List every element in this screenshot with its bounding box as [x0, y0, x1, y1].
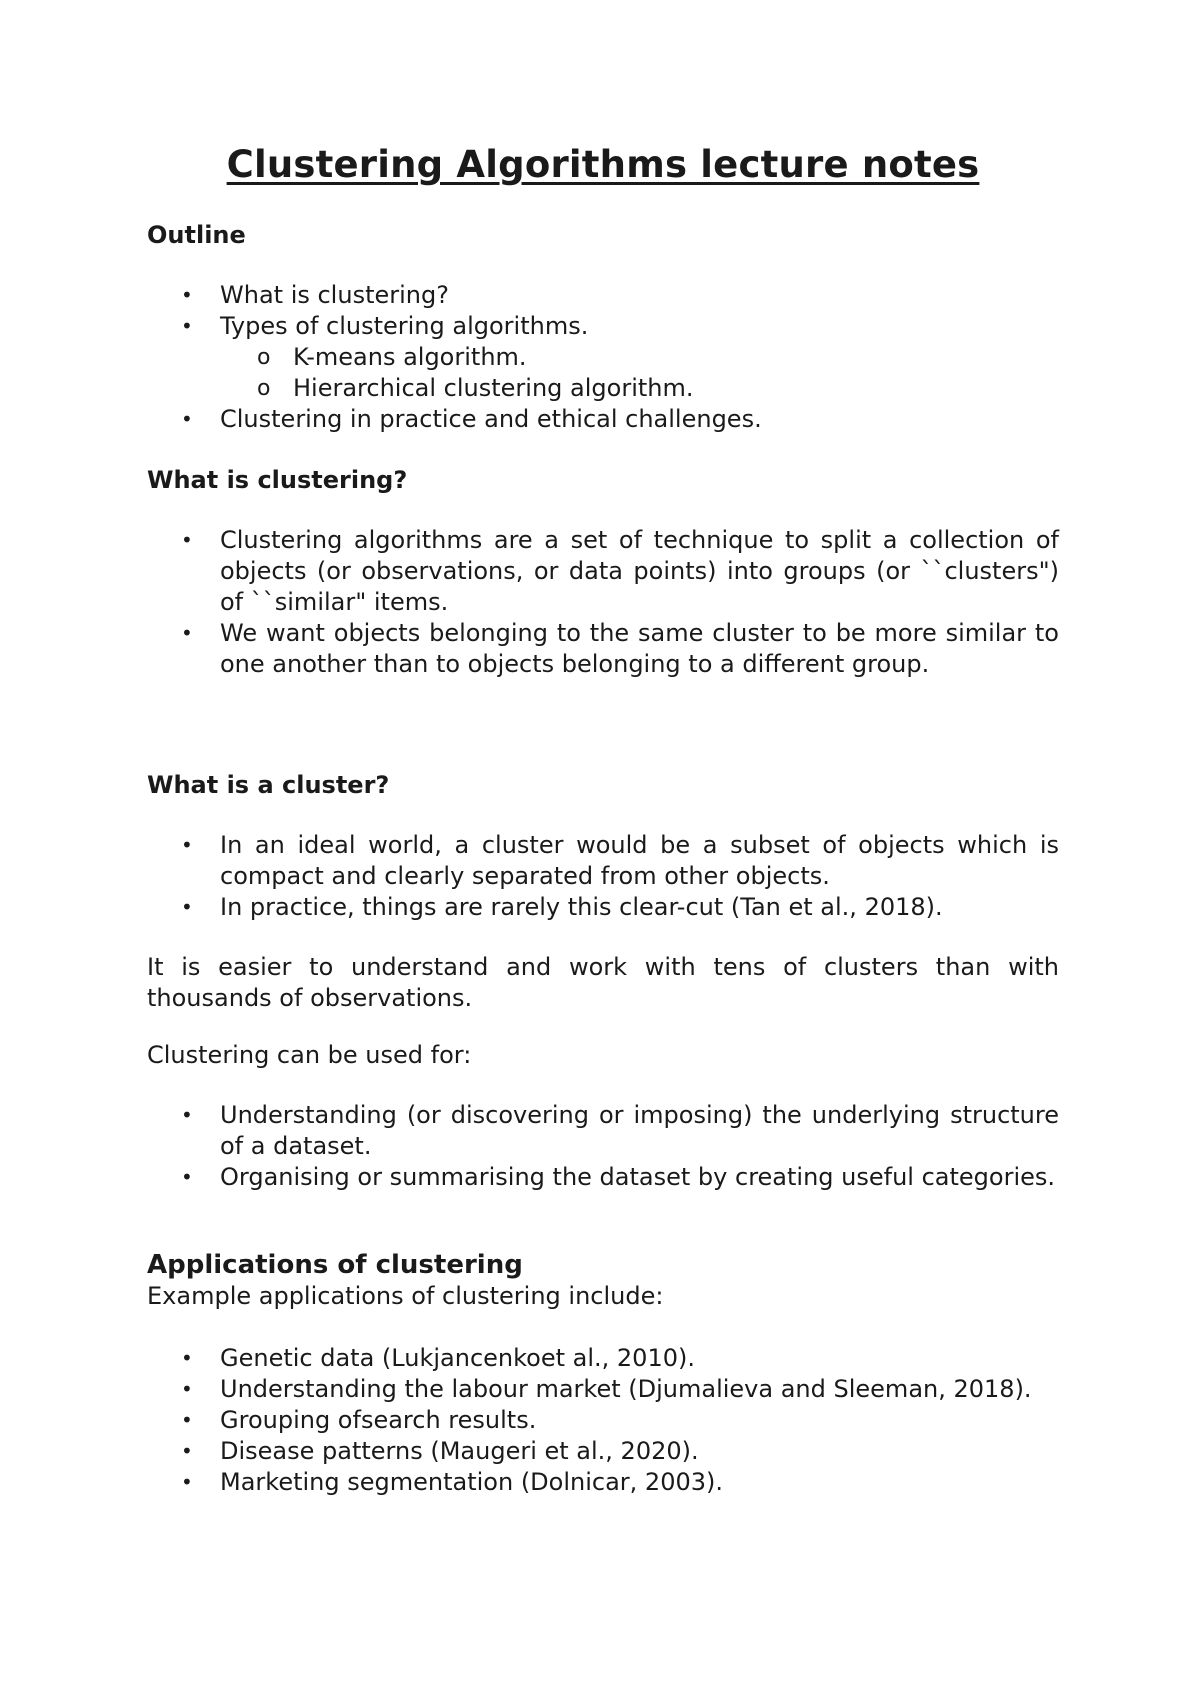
- outline-list-continued: [147, 404, 1059, 435]
- list-item: o Hierarchical clustering algorithm.: [257, 374, 694, 402]
- paragraph: It is easier to understand and work with tens of clusters than with thousands of observations.: [147, 953, 1059, 1012]
- outline-sublist: [147, 342, 1059, 404]
- outline-heading: Outline: [147, 221, 246, 249]
- list-item: • Types of clustering algorithms.: [181, 312, 589, 340]
- bullet-icon: •: [181, 1103, 193, 1127]
- list-item: • Grouping ofsearch results.: [181, 1406, 537, 1434]
- bullet-icon: •: [181, 621, 193, 645]
- list-item: • What is clustering?: [181, 281, 449, 309]
- what-is-a-cluster-list: [147, 830, 1059, 923]
- circle-bullet-icon: o: [257, 376, 271, 401]
- bullet-icon: •: [181, 1377, 193, 1401]
- list-item: • Understanding the labour market (Djumalieva and Sleeman, 2018).: [181, 1375, 1032, 1403]
- list-item: • Genetic data (Lukjancenkoet al., 2010).: [181, 1344, 695, 1372]
- list-item: • Clustering in practice and ethical challenges.: [181, 405, 762, 433]
- applications-intro: Example applications of clustering include:: [147, 1282, 664, 1310]
- bullet-icon: •: [181, 1408, 193, 1432]
- bullet-icon: •: [181, 833, 193, 857]
- what-is-clustering-section: [147, 465, 1059, 496]
- what-is-clustering-list: [147, 525, 1059, 680]
- uses-list: [147, 1100, 1059, 1193]
- bullet-icon: •: [181, 1346, 193, 1370]
- list-item: • Marketing segmentation (Dolnicar, 2003).: [181, 1468, 723, 1496]
- section-heading: Applications of clustering: [147, 1250, 523, 1280]
- bullet-icon: •: [181, 1470, 193, 1494]
- what-is-a-cluster-section: [147, 770, 1059, 801]
- bullet-icon: •: [181, 407, 193, 431]
- outline-list-block: [147, 280, 1059, 435]
- outline-section: [147, 220, 1059, 251]
- bullet-icon: •: [181, 283, 193, 307]
- bullet-icon: •: [181, 1165, 193, 1189]
- bullet-icon: •: [181, 528, 193, 552]
- list-item: • In practice, things are rarely this clear-cut (Tan et al., 2018).: [181, 893, 943, 921]
- circle-bullet-icon: o: [257, 345, 271, 370]
- list-item: • Disease patterns (Maugeri et al., 2020).: [181, 1437, 699, 1465]
- bullet-icon: •: [181, 1439, 193, 1463]
- section-heading: What is a cluster?: [147, 771, 390, 799]
- list-item: • Organising or summarising the dataset by creating useful categories.: [181, 1163, 1056, 1191]
- list-item: • We want objects belonging to the same cluster to be more similar to one another than to objects belonging to a different group.: [181, 619, 1059, 678]
- applications-list-block: [147, 1343, 1059, 1498]
- what-is-clustering-list-block: [147, 525, 1059, 680]
- paragraph: Clustering can be used for:: [147, 1041, 472, 1069]
- section-heading: What is clustering?: [147, 466, 408, 494]
- what-is-a-cluster-list-block: [147, 830, 1059, 923]
- list-item: o K-means algorithm.: [257, 343, 527, 371]
- list-item: • In an ideal world, a cluster would be a subset of objects which is compact and clearly separated from other objects.: [181, 831, 1059, 890]
- document-title: Clustering Algorithms lecture notes: [226, 143, 980, 186]
- list-item: • Understanding (or discovering or imposing) the underlying structure of a dataset.: [181, 1101, 1059, 1160]
- list-item: • Clustering algorithms are a set of technique to split a collection of objects (or observations, or data points) into groups (or ``clusters") of ``similar" items.: [181, 526, 1059, 616]
- outline-list: [147, 280, 1059, 342]
- applications-section: [147, 1250, 1059, 1312]
- paragraph-block: [147, 1040, 1059, 1071]
- paragraph-block: [147, 952, 1059, 1014]
- bullet-icon: •: [181, 314, 193, 338]
- uses-list-block: [147, 1100, 1059, 1193]
- bullet-icon: •: [181, 895, 193, 919]
- applications-list: [147, 1343, 1059, 1498]
